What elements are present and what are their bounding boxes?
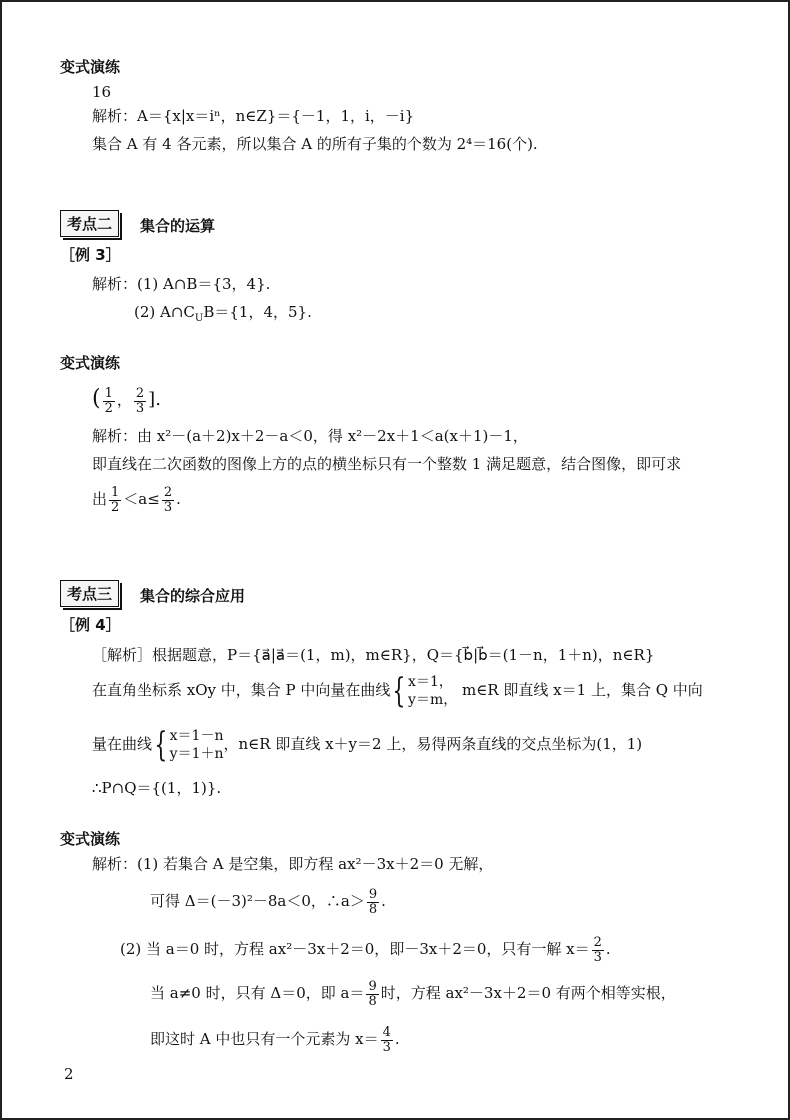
page-number: 2 — [64, 1065, 74, 1083]
topic-box-2: 考点二 — [60, 210, 119, 237]
separator: ， — [116, 391, 132, 409]
solution-line: 在直角坐标系 xOy 中，集合 P 中向量在曲线{ x＝1， y＝m， m∈R 即直线 x＝1 上，集合 Q 中向 — [92, 671, 703, 711]
solution-line: 即直线在二次函数的图像上方的点的横坐标只有一个整数 1 满足题意，结合图像，即可求 — [92, 455, 682, 473]
equation-system: x＝1， y＝m， — [408, 674, 458, 708]
brace-icon: { — [154, 725, 168, 765]
solution-line: 出 $\frac{1}{2}$ ＜a≤ $\frac{2}{3}$ . — [92, 484, 181, 515]
solution-line: ［解析］根据题意，P＝{a⃗|a⃗＝(1，m)，m∈R}，Q＝{b⃗|b⃗＝(1－n，1＋n)，n∈R} — [92, 646, 655, 664]
fraction: $\frac{2}{3}$ — [593, 934, 602, 965]
fraction: $\frac{9}{8}$ — [368, 978, 377, 1009]
solution-line: 可得 Δ＝(－3)²－8a＜0，∴a＞ $\frac{9}{8}$ . — [150, 886, 386, 917]
solution-line — [134, 302, 312, 329]
topic-box-3: 考点三 — [60, 580, 119, 607]
interval-open: ( — [92, 386, 101, 411]
interval-close: ]. — [148, 389, 161, 410]
solution-line: 当 a≠0 时，只有 Δ＝0，即 a＝ $\frac{9}{8}$ 时，方程 ax²－3x＋2＝0 有两个相等实根， — [150, 978, 676, 1009]
interval-answer — [92, 382, 161, 417]
solution-line: 解析：由 x²－(a＋2)x＋2－a＜0，得 x²－2x＋1＜a(x＋1)－1， — [92, 427, 528, 445]
topic-title-3: 集合的综合应用 — [140, 587, 246, 605]
example-label-4: ［例 4］ — [60, 616, 121, 634]
fraction: $\frac{2}{3}$ — [163, 484, 173, 515]
variant-practice-heading-2: 变式演练 — [60, 354, 121, 372]
variant-practice-heading-3: 变式演练 — [60, 830, 121, 848]
solution-line: 量在曲线{ x＝1－n y＝1＋n ，n∈R 即直线 x＋y＝2 上，易得两条直线的交点坐标为(1，1) — [92, 725, 643, 765]
solution-line: (2) 当 a＝0 时，方程 ax²－3x＋2＝0，即－3x＋2＝0，只有一解 x＝ $\frac{2}{3}$ . — [120, 934, 611, 965]
fraction: $\frac{9}{8}$ — [368, 886, 378, 917]
solution-text: (2) A∩C — [134, 303, 195, 321]
topic-title-2: 集合的运算 — [140, 217, 216, 235]
solution-line: ∴P∩Q＝{(1，1)}. — [92, 779, 222, 797]
fraction: $\frac{2}{3}$ — [135, 385, 145, 416]
solution-text: B＝{1，4，5}. — [203, 303, 312, 321]
example-label-3: ［例 3］ — [60, 246, 121, 264]
answer-value: 16 — [92, 83, 112, 101]
solution-line: 即这时 A 中也只有一个元素为 x＝ $\frac{4}{3}$ . — [150, 1024, 400, 1055]
solution-line: 解析：(1) 若集合 A 是空集，即方程 ax²－3x＋2＝0 无解， — [92, 855, 494, 873]
fraction: $\frac{4}{3}$ — [382, 1024, 391, 1055]
solution-line: 集合 A 有 4 各元素，所以集合 A 的所有子集的个数为 2⁴＝16(个). — [92, 135, 538, 153]
fraction: $\frac{1}{2}$ — [104, 385, 113, 416]
fraction: $\frac{1}{2}$ — [111, 484, 120, 515]
solution-line: 解析：A＝{x|x＝iⁿ，n∈Z}＝{－1，1，i，－i} — [92, 107, 415, 125]
solution-line: 解析：(1) A∩B＝{3，4}. — [92, 275, 271, 293]
variant-practice-heading-1: 变式演练 — [60, 58, 121, 76]
brace-icon: { — [392, 671, 406, 711]
equation-system: x＝1－n y＝1＋n — [169, 728, 224, 762]
complement-subscript: U — [194, 313, 204, 324]
